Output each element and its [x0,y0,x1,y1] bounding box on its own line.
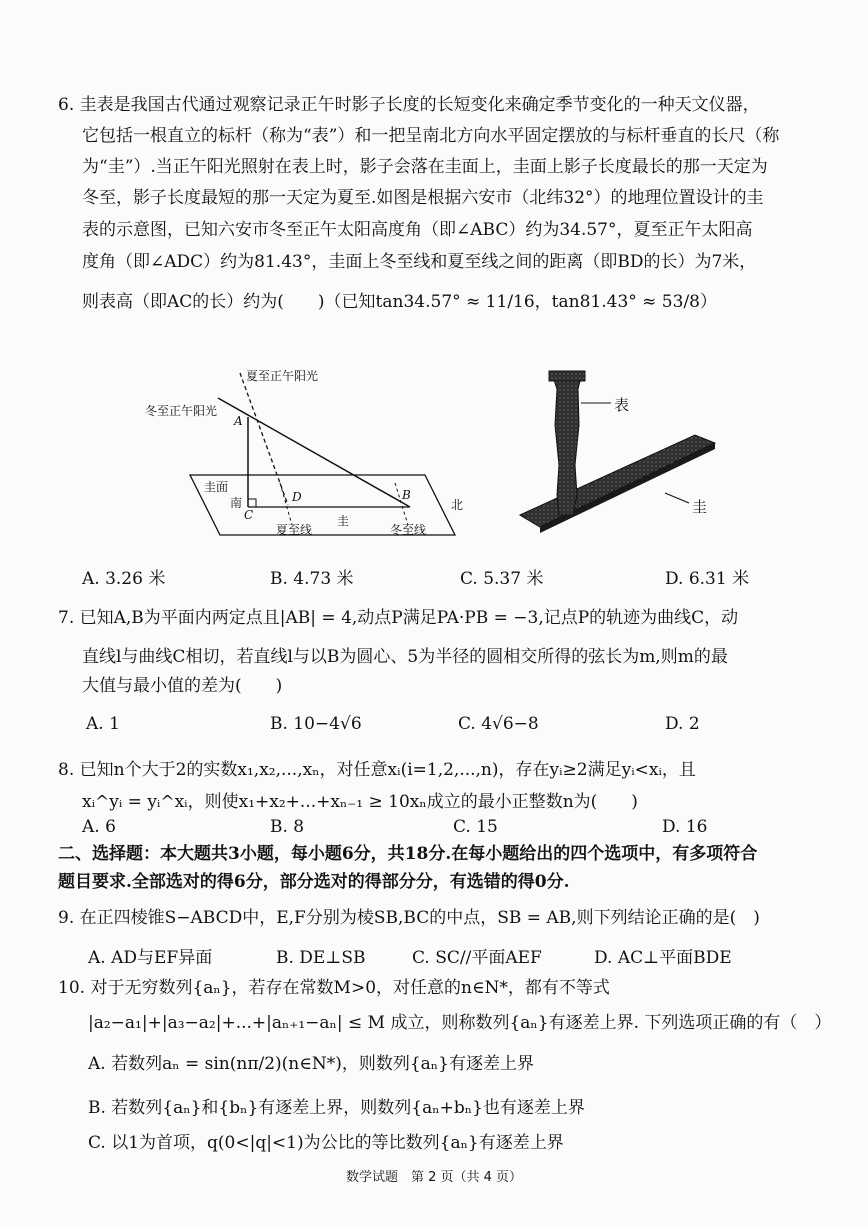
q9-option-c: C. SC//平面AEF [412,948,542,968]
north-label: 北 [451,498,464,512]
q8-line-2: xᵢ^yᵢ = yᵢ^xᵢ，则使x₁+x₂+...+xₙ₋₁ ≥ 10xₙ成立的最小正整数n为( ) [82,792,638,812]
q6-line-4: 冬至，影子长度最短的那一天定为夏至.如图是根据六安市（北纬32°）的地理位置设计的圭 [82,188,764,208]
q9-option-a: A. AD与EF异面 [88,948,213,968]
q10-option-b: B. 若数列{aₙ}和{bₙ}有逐差上界，则数列{aₙ+bₙ}也有逐差上界 [88,1098,585,1118]
q6-line-2: 它包括一根直立的标杆（称为“表”）和一把呈南北方向水平固定摆放的与标杆垂直的长尺（称 [82,126,780,146]
q6-option-c: C. 5.37 米 [460,569,544,589]
q6-line-7: 则表高（即AC的长）约为( )（已知tan34.57° ≈ 11/16，tan81.43° ≈ 53/8） [82,292,717,312]
section-2-heading-line-2: 题目要求.全部选对的得6分，部分选对的得部分分，有选错的得0分. [58,872,570,892]
winter-line-label: 冬至线 [390,523,427,537]
q10-line-2: |a₂−a₁|+|a₃−a₂|+...+|aₙ₊₁−aₙ| ≤ M 成立，则称数列{aₙ}有逐差上界. 下列选项正确的有（ ） [88,1013,832,1033]
summer-line-label: 夏至线 [276,523,313,537]
q7-option-b: B. 10−4√6 [270,714,362,734]
q10-option-c: C. 以1为首项，q(0<|q|<1)为公比的等比数列{aₙ}有逐差上界 [88,1133,564,1153]
q7-line-3: 大值与最小值的差为( ) [82,676,283,696]
q6-option-d: D. 6.31 米 [665,569,750,589]
q7-option-a: A. 1 [86,714,120,734]
q10-option-a: A. 若数列aₙ = sin(nπ/2)(n∈N*)，则数列{aₙ}有逐差上界 [88,1054,534,1074]
q7-line-2: 直线l与曲线C相切，若直线l与以B为圆心、5为半径的圆相交所得的弦长为m,则m的最 [82,647,728,667]
q9-line-1: 9. 在正四棱锥S−ABCD中，E,F分别为棱SB,BC的中点，SB = AB,则下列结论正确的是( ) [58,908,760,928]
q8-line-1: 8. 已知n个大于2的实数x₁,x₂,...,xₙ，对任意xᵢ(i=1,2,...,n)，存在yᵢ≥2满足yᵢ<xᵢ，且 [58,760,696,780]
q6-option-a: A. 3.26 米 [82,569,166,589]
section-2-heading-line-1: 二、选择题：本大题共3小题，每小题6分，共18分.在每小题给出的四个选项中，有多项符合 [58,844,758,864]
q7-line-1: 7. 已知A,B为平面内两定点且|AB| = 4,动点P满足PA·PB = −3,记点P的轨迹为曲线C，动 [58,608,739,628]
summer-light-label: 夏至正午阳光 [246,369,319,383]
south-label: 南 [230,496,243,510]
q9-option-b: B. DE⊥SB [276,948,366,968]
q6-line-1: 6. 圭表是我国古代通过观察记录正午时影子长度的长短变化来确定季节变化的一种天文仪器， [58,95,760,115]
gui-label-right: 圭 [692,498,708,516]
q7-option-d: D. 2 [665,714,700,734]
q10-line-1: 10. 对于无穷数列{aₙ}，若存在常数M>0，对任意的n∈N*，都有不等式 [58,978,610,998]
point-b-label: B [402,488,411,502]
q7-option-c: C. 4√6−8 [458,714,539,734]
q8-option-a: A. 6 [82,817,116,837]
q6-line-6: 度角（即∠ADC）约为81.43°，圭面上冬至线和夏至线之间的距离（即BD的长）为7米， [82,252,757,272]
q9-option-d: D. AC⊥平面BDE [594,948,732,968]
page-footer: 数学试题 第 2 页（共 4 页） [345,1170,523,1185]
plane-label: 圭面 [204,480,229,494]
point-d-label: D [292,490,302,504]
gnomon-diagram [180,365,470,550]
q8-option-c: C. 15 [453,817,498,837]
point-c-label: C [244,508,254,522]
q6-line-5: 表的示意图，已知六安市冬至正午太阳高度角（即∠ABC）约为34.57°，夏至正午太阳高 [82,220,753,240]
q8-option-b: B. 8 [270,817,305,837]
q6-option-b: B. 4.73 米 [270,569,354,589]
q8-option-d: D. 16 [662,817,708,837]
q6-line-3: 为“圭”）.当正午阳光照射在表上时，影子会落在圭面上，圭面上影子长度最长的那一天定为 [82,157,768,177]
point-a-label: A [234,414,243,428]
winter-light-label: 冬至正午阳光 [145,404,218,418]
gui-label-left: 圭 [337,514,350,528]
biao-label: 表 [614,396,630,414]
